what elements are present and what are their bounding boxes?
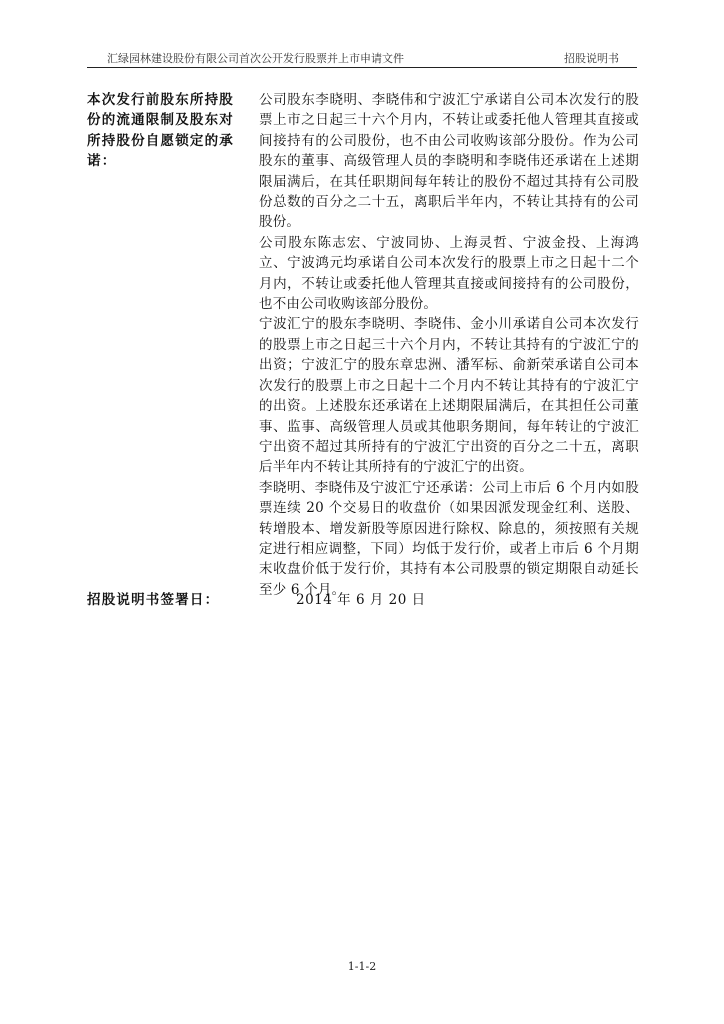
commitment-paragraph-2: 公司股东陈志宏、宁波同协、上海灵哲、宁波金投、上海鸿立、宁波鸿元均承诺自公司本次发行的股票上市之日起十二个月内，不转让或委托他人管理其直接或间接持有的公司股份，也不由公司收购该部分股份。 [259,234,639,313]
document-title: 汇绿园林建设股份有限公司首次公开发行股票并上市申请文件 [107,52,404,65]
signing-date-value: 2014 年 6 月 20 日 [296,592,426,608]
commitment-paragraph-4: 李晓明、李晓伟及宁波汇宁还承诺：公司上市后 6 个月内如股票连续 20 个交易日的收盘价（如果因派发现金红利、送股、转增股本、增发新股等原因进行除权、除息的，须按照有关规定进行相应调整，下同）均低于发行价，或者上市后 6 个月期末收盘价低于发行价，其持有本公司股票的锁定期限自动延长至少 6 个月。 [259,479,639,598]
section-label: 本次发行前股东所持股份的流通限制及股东对所持股份自愿锁定的承诺： [87,92,234,170]
page-header [87,46,637,66]
document-type: 招股说明书 [564,52,619,65]
header-divider [87,67,637,68]
signing-date-label: 招股说明书签署日： [87,592,220,608]
commitment-paragraph-1: 公司股东李晓明、李晓伟和宁波汇宁承诺自公司本次发行的股票上市之日起三十六个月内，不转让或委托他人管理其直接或间接持有的公司股份，也不由公司收购该部分股份。作为公司股东的董事、高级管理人员的李晓明和李晓伟还承诺在上述期限届满后，在其任职期间每年转让的股份不超过其持有公司股份总数的百分之二十五，离职后半年内，不转让其持有的公司股份。 [259,92,639,231]
page-number: 1-1-2 [347,960,377,973]
commitment-paragraph-3: 宁波汇宁的股东李晓明、李晓伟、金小川承诺自公司本次发行的股票上市之日起三十六个月内，不转让其持有的宁波汇宁的出资；宁波汇宁的股东章忠洲、潘军标、俞新荣承诺自公司本次发行的股票上市之日起十二个月内不转让其持有的宁波汇宁的出资。上述股东还承诺在上述期限届满后，在其担任公司董事、监事、高级管理人员或其他职务期间，每年转让的宁波汇宁出资不超过其所持有的宁波汇宁出资的百分之二十五，离职后半年内不转让其所持有的宁波汇宁的出资。 [259,316,639,476]
section-content [259,90,639,600]
